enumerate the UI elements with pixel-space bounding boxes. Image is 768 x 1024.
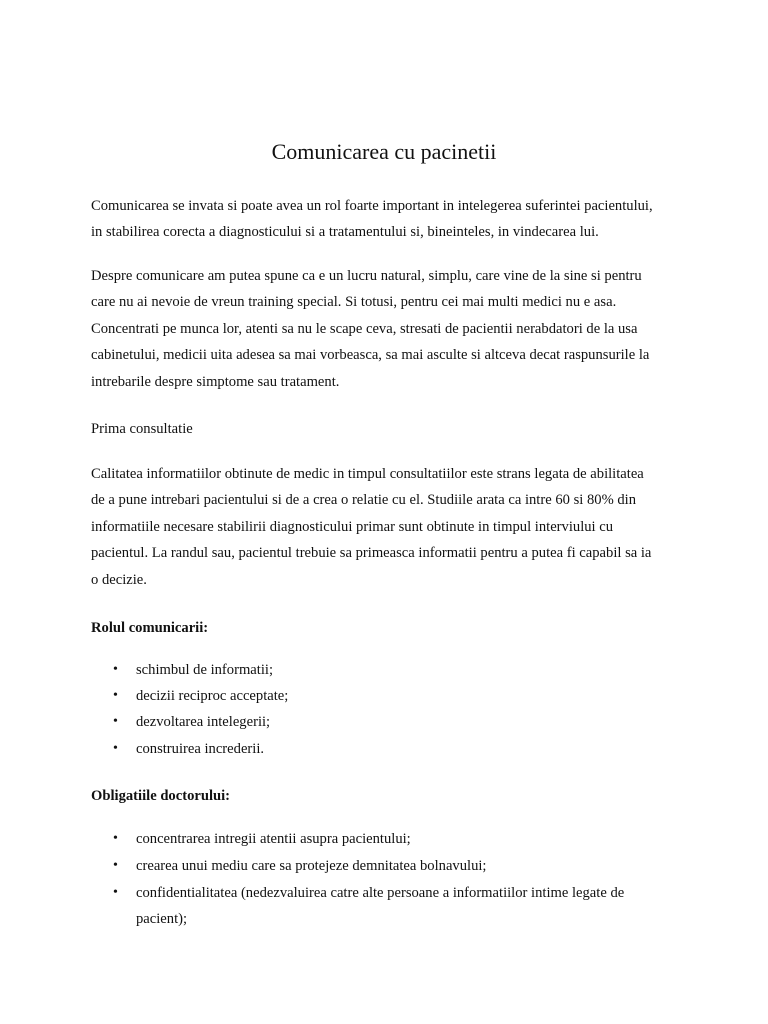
list-item: confidentialitatea (nedezvaluirea catre alte persoane a informatiilor intime legate de: [136, 885, 625, 901]
paragraph-line: Comunicarea se invata si poate avea un rol foarte important in intelegerea suferintei pacientului,: [91, 198, 653, 214]
paragraph-line: pacientul. La randul sau, pacientul trebuie sa primeasca informatii pentru a putea fi capabil sa ia: [91, 545, 652, 561]
document-title: Comunicarea cu pacinetii: [271, 139, 497, 164]
list-item: concentrarea intregii atentii asupra pacientului;: [136, 831, 411, 847]
bullet-icon: •: [113, 831, 118, 846]
list-item: decizii reciproc acceptate;: [136, 688, 289, 704]
paragraph-line: de a pune intrebari pacientului si de a crea o relatie cu el. Studiile arata ca intre 60 si 80% din: [91, 492, 637, 508]
section-subheading: Prima consultatie: [91, 421, 193, 437]
bullet-icon: •: [113, 662, 118, 677]
paragraph-line: intrebarile despre simptome sau tratament.: [91, 374, 340, 390]
paragraph-line: care nu ai nevoie de vreun training special. Si totusi, pentru cei mai multi medici nu e asa.: [91, 294, 617, 310]
paragraph-line: Concentrati pe munca lor, atenti sa nu le scape ceva, stresati de pacientii nerabdatori de la usa: [91, 321, 638, 337]
paragraph-line: cabinetului, medicii uita adesea sa mai vorbeasca, sa mai asculte si altceva decat raspunsurile la: [91, 347, 650, 363]
rol-heading: Rolul comunicarii:: [91, 620, 209, 636]
bullet-icon: •: [113, 688, 118, 703]
paragraph-line: Calitatea informatiilor obtinute de medic in timpul consultatiilor este strans legata de abilitatea: [91, 466, 644, 482]
list-item: dezvoltarea intelegerii;: [136, 714, 271, 730]
list-item: construirea increderii.: [136, 741, 265, 757]
oblig-heading: Obligatiile doctorului:: [91, 788, 231, 804]
bullet-icon: •: [113, 858, 118, 873]
bullet-icon: •: [113, 885, 118, 900]
list-item-continuation: pacient);: [136, 911, 188, 927]
paragraph-line: o decizie.: [91, 572, 147, 588]
bullet-icon: •: [113, 714, 118, 729]
bullet-icon: •: [113, 741, 118, 756]
list-item: schimbul de informatii;: [136, 662, 273, 678]
paragraph-line: informatiile necesare stabilirii diagnosticului primar sunt obtinute in timpul interviului cu: [91, 519, 614, 535]
list-item: crearea unui mediu care sa protejeze demnitatea bolnavului;: [136, 858, 487, 874]
paragraph-line: in stabilirea corecta a diagnosticului si a tratamentului si, bineinteles, in vindecarea lui.: [91, 224, 599, 240]
paragraph-line: Despre comunicare am putea spune ca e un lucru natural, simplu, care vine de la sine si pentru: [91, 268, 642, 284]
